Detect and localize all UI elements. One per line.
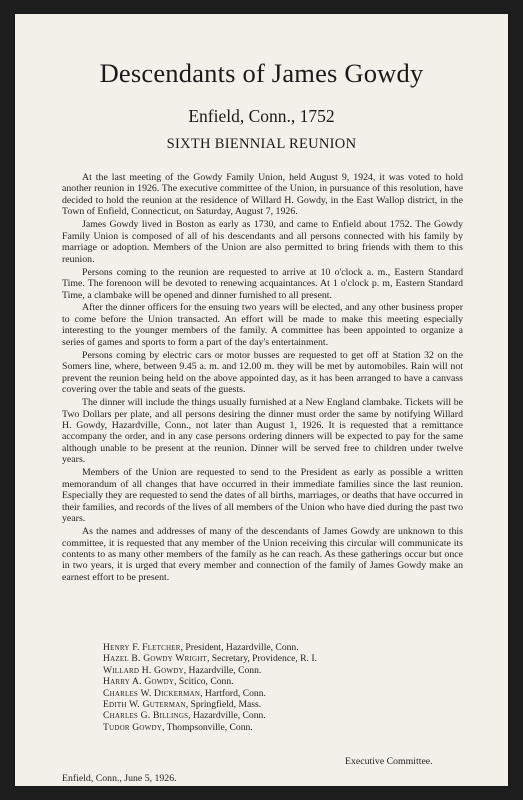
member-name: Henry F. Fletcher xyxy=(103,642,181,653)
paragraph-circulation: As the names and addresses of many of the descendants of James Gowdy are unknown to this committee, it is requested that any member of the Union receiving this circular will communicate its contents to as many other members of the family as he can reach. As these gatherings occur but once in two years, it is urged that every member and connection of the family of James Gowdy make an earnest effort to be present. xyxy=(62,526,463,583)
member-name: Edith W. Guterman xyxy=(103,699,186,711)
member-details: , Scitico, Conn. xyxy=(174,676,234,688)
member-name: Harry A. Gowdy xyxy=(103,676,175,688)
paragraph-transport: Persons coming by electric cars or motor busses are requested to get off at Station 32 on the Somers line, where, between 9.45 a. m. and 12.00 m. they will be met by automobiles. Rain will not prevent the reunion being held on the above appointed day, as it has been arranged to have a canvass covering over the table and seats of the guests. xyxy=(62,349,463,396)
committee-member xyxy=(103,665,317,676)
member-details: , Hazardville, Conn. xyxy=(188,710,266,722)
member-details: , Hartford, Conn. xyxy=(200,687,266,699)
committee-list xyxy=(103,642,317,733)
member-name: Willard H. Gowdy xyxy=(103,664,184,676)
member-name: Hazel B. Gowdy Wright xyxy=(103,653,207,665)
member-details: , Secretary, Providence, R. I. xyxy=(206,653,317,665)
paragraph-dinner: The dinner will include the things usually furnished at a New England clambake. Tickets will be Two Dollars per plate, and all persons desiring the dinner must order the same by notifying Willard H. Gowdy, Hazardville, Conn., not later than August 1, 1926. It is requested that a remittance accompany the order, and in any case persons ordering dinners will be expected to pay for the same although unable to be present at the reunion. Dinner will be served free to children under twelve years. xyxy=(62,397,463,466)
paragraph-arrival: Persons coming to the reunion are requested to arrive at 10 o'clock a. m., Eastern Standard Time. The forenoon will be devoted to renewing acquaintances. At 1 o'clock p. m, Eastern Standard Time, a clambake will be opened and dinner furnished to all present. xyxy=(62,266,463,301)
document-page xyxy=(15,14,508,786)
paragraph-memorandum: Members of the Union are requested to send to the President as early as possible a written memorandum of all changes that have occurred in their immediate families since the last reunion. Especially they are requested to send the dates of all births, marriages, or deaths that have occurred in their families, and records of the lives of all members of the Union who have died during the past two years. xyxy=(62,467,463,525)
executive-committee-label: Executive Committee. xyxy=(345,756,433,767)
member-details: , Hazardville, Conn. xyxy=(183,664,262,676)
member-name: Tudor Gowdy xyxy=(103,721,162,733)
dateline: Enfield, Conn., June 5, 1926. xyxy=(62,773,177,784)
committee-member xyxy=(103,699,317,710)
paragraph-officers: After the dinner officers for the ensuing two years will be elected, and any other business proper to come before the Union transacted. An effort will be made to make this meeting especially interesting to the younger members of the family. A committee has been appointed to organize a series of games and sports to form a part of the day's entertainment. xyxy=(62,302,463,348)
document-title: Descendants of James Gowdy xyxy=(99,58,424,88)
committee-member xyxy=(103,710,317,721)
committee-member xyxy=(103,653,317,664)
place-and-year: Enfield, Conn., 1752 xyxy=(188,106,335,126)
member-details: , President, Hazardville, Conn. xyxy=(180,642,299,653)
member-details: , Thompsonville, Conn. xyxy=(162,721,253,733)
committee-member xyxy=(103,676,317,687)
member-name: Charles W. Dickerman xyxy=(103,687,201,699)
member-details: , Springfield, Mass. xyxy=(185,699,262,711)
committee-member xyxy=(103,688,317,699)
committee-member xyxy=(103,642,317,653)
paragraph-last-meeting: At the last meeting of the Gowdy Family Union, held August 9, 1924, it was voted to hold another reunion in 1926. The executive committee of the Union, in pursuance of this resolution, have decided to hold the reunion at the residence of Willard H. Gowdy, in the East Wallop district, in the Town of Enfield, Connecticut, on Saturday, August 7, 1926. xyxy=(62,172,463,218)
circular-body xyxy=(62,172,463,585)
member-name: Charles G. Billings xyxy=(103,710,189,722)
reunion-heading: SIXTH BIENNIAL REUNION xyxy=(166,136,357,152)
paragraph-james-gowdy: James Gowdy lived in Boston as early as 1730, and came to Enfield about 1752. The Gowdy Family Union is composed of all of his descendants and all persons connected with his family by marriage or adoption. Members of the Union are also permitted to bring friends with them to this reunion. xyxy=(62,219,463,265)
committee-member xyxy=(103,722,317,733)
